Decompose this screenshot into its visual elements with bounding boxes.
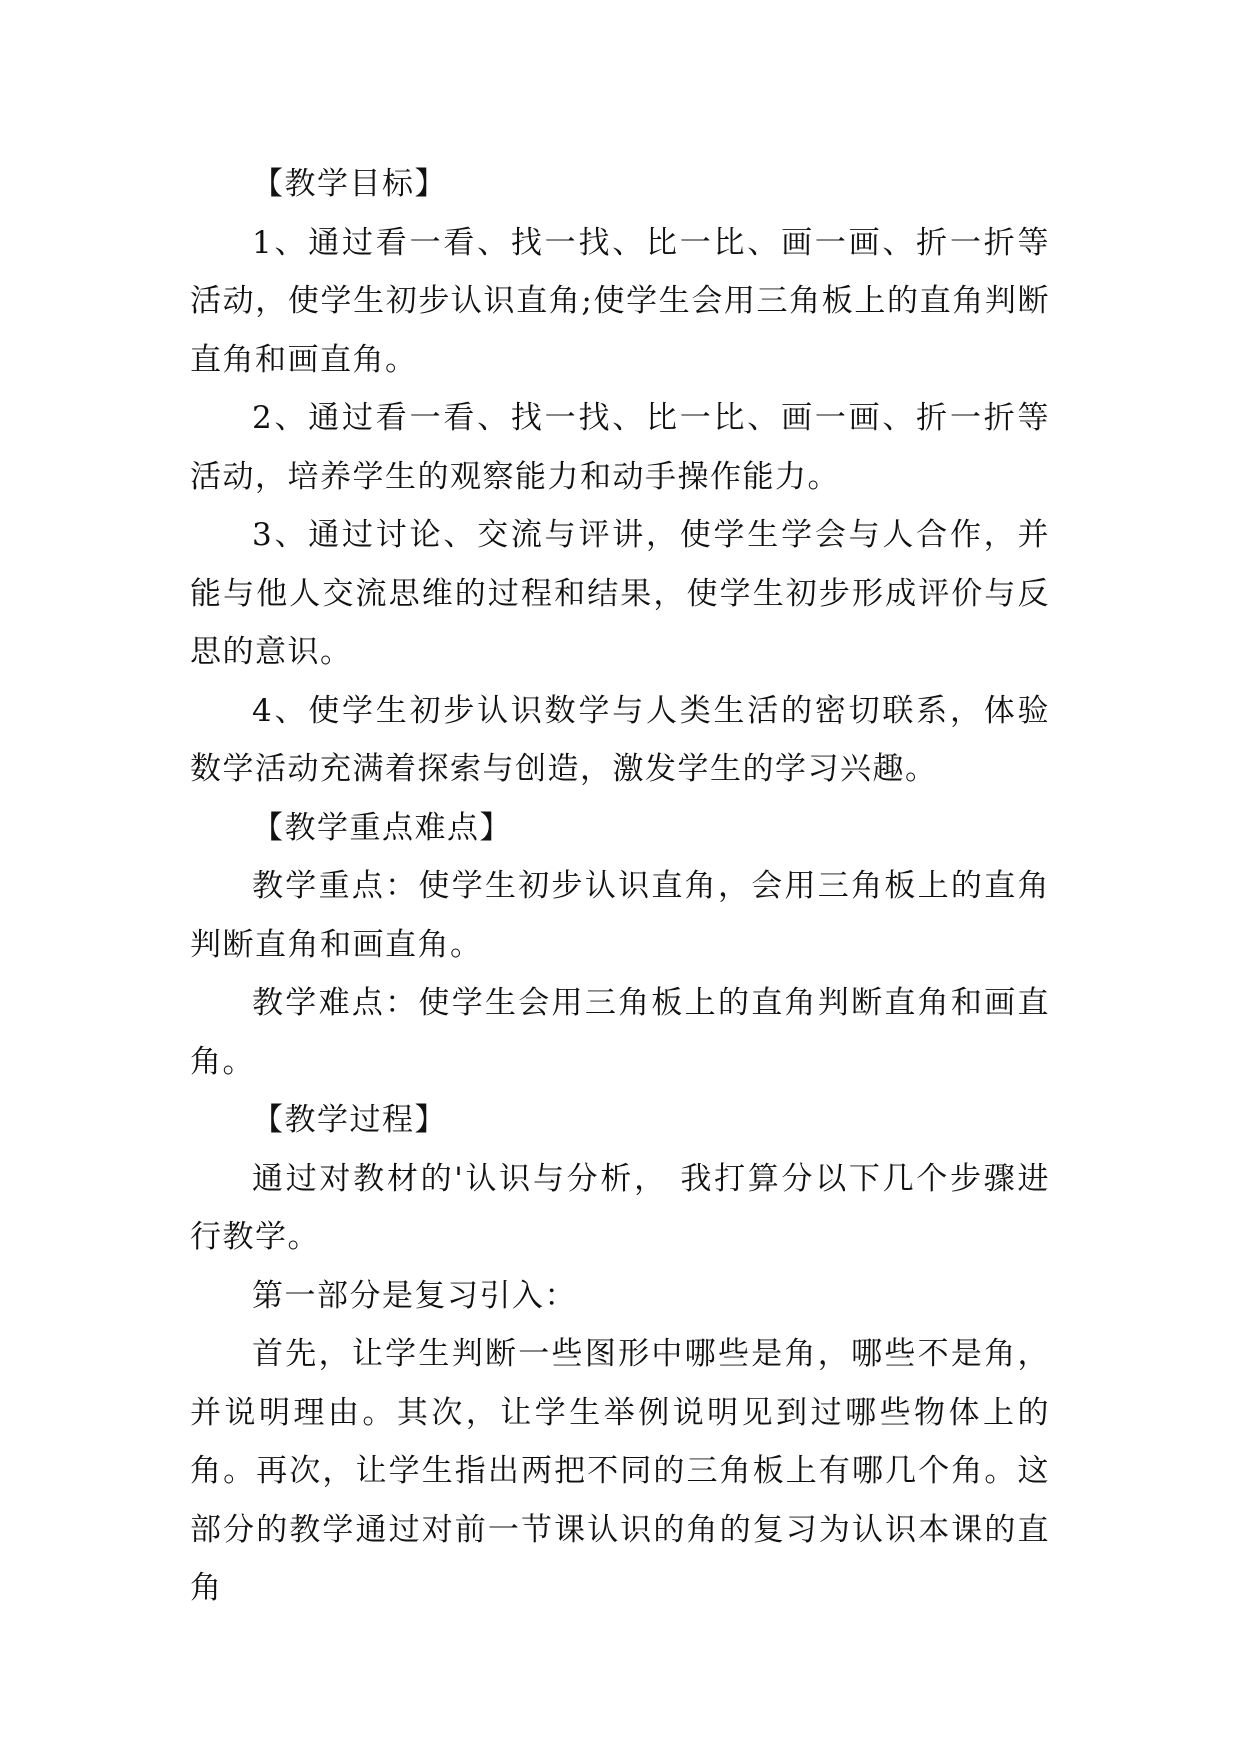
process-paragraph-3: 首先，让学生判断一些图形中哪些是角，哪些不是角，并说明理由。其次，让学生举例说明见到过哪些物体上的角。再次，让学生指出两把不同的三角板上有哪几个角。这部分的教学通过对前一节课认识的角的复习为认识本课的直角	[190, 1336, 1050, 1606]
process-paragraph-1: 通过对教材的'认识与分析， 我打算分以下几个步骤进行教学。	[190, 1160, 1050, 1255]
section-heading-objectives: 【教学目标】	[252, 166, 447, 202]
objective-paragraph-2: 2、通过看一看、找一找、比一比、画一画、折一折等活动，培养学生的观察能力和动手操作能力。	[190, 400, 1050, 495]
difficulty-paragraph: 教学难点：使学生会用三角板上的直角判断直角和画直角。	[190, 985, 1050, 1080]
objective-paragraph-4: 4、使学生初步认识数学与人类生活的密切联系，体验数学活动充满着探索与创造，激发学生的学习兴趣。	[190, 692, 1050, 787]
process-paragraph-2: 第一部分是复习引入：	[252, 1277, 577, 1314]
objective-paragraph-3: 3、通过讨论、交流与评讲，使学生学会与人合作，并能与他人交流思维的过程和结果，使学生初步形成评价与反思的意识。	[190, 517, 1050, 670]
section-heading-process: 【教学过程】	[252, 1102, 447, 1138]
objective-paragraph-1: 1、通过看一看、找一找、比一比、画一画、折一折等活动，使学生初步认识直角;使学生会用三角板上的直角判断直角和画直角。	[190, 224, 1050, 378]
document-page	[190, 155, 1050, 1618]
key-point-paragraph: 教学重点：使学生初步认识直角，会用三角板上的直角判断直角和画直角。	[190, 868, 1050, 963]
section-heading-key-points: 【教学重点难点】	[252, 809, 512, 846]
